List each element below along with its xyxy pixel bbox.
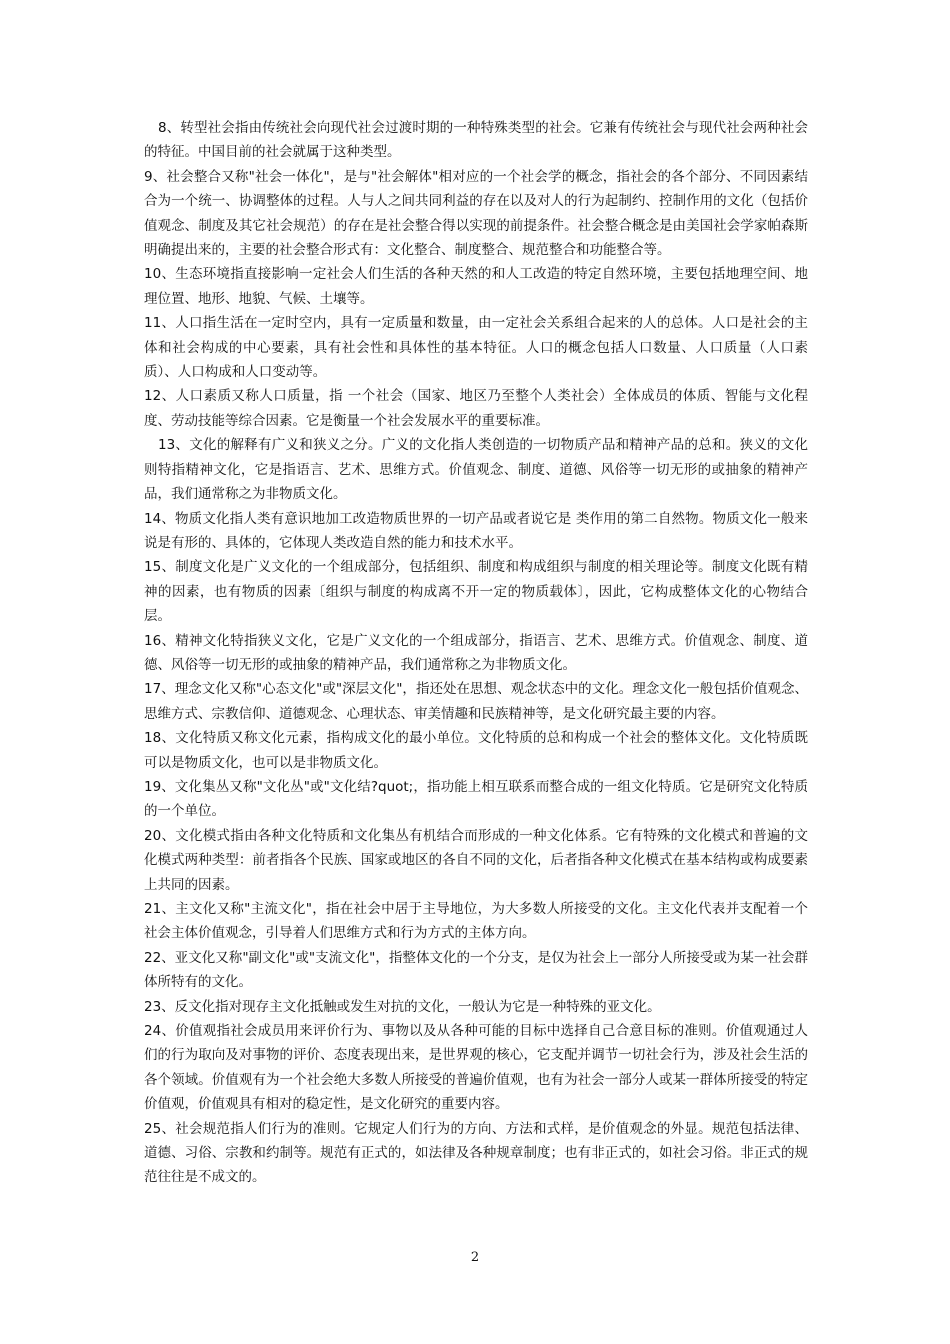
entry-20: 20、文化模式指由各种文化特质和文化集丛有机结合而形成的一种文化体系。它有特殊的文化模式和普遍的文化模式两种类型：前者指各个民族、国家或地区的各自不同的文化，后者指各种文化模式在基本结构或构成要素上共同的因素。 [144, 827, 808, 893]
entry-15: 15、制度文化是广义文化的一个组成部分，包括组织、制度和构成组织与制度的相关理论等。制度文化既有精神的因素，也有物质的因素〔组织与制度的构成离不开一定的物质载体〕，因此，它构成整体文化的心物结合层。 [144, 559, 808, 625]
entry-21: 21、主文化又称"主流文化"，指在社会中居于主导地位，为大多数人所接受的文化。主文化代表并支配着一个社会主体价值观念，引导着人们思维方式和行为方式的主体方向。 [144, 901, 808, 942]
entry-9: 9、社会整合又称"社会一体化"，是与"社会解体"相对应的一个社会学的概念，指社会的各个部分、不同因素结合为一个统一、协调整体的过程。人与人之间共同利益的存在以及对人的行为起制约、控制作用的文化（包括价值观念、制度及其它社会规范）的存在是社会整合得以实现的前提条件。社会整合概念是由美国社会学家帕森斯明确提出来的，主要的社会整合形式有：文化整合、制度整合、规范整合和功能整合等。 [144, 168, 808, 259]
entry-12: 12、人口素质又称人口质量，指 一个社会（国家、地区乃至整个人类社会）全体成员的体质、智能与文化程度、劳动技能等综合因素。它是衡量一个社会发展水平的重要标准。 [144, 388, 808, 429]
entry-11: 11、人口指生活在一定时空内，具有一定质量和数量，由一定社会关系组合起来的人的总体。人口是社会的主体和社会构成的中心要素，具有社会性和具体性的基本特征。人口的概念包括人口数量、人口质量（人口素质）、人口构成和人口变动等。 [144, 315, 808, 381]
entry-8: 8、转型社会指由传统社会向现代社会过渡时期的一种特殊类型的社会。它兼有传统社会与现代社会两种社会的特征。中国目前的社会就属于这种类型。 [144, 120, 808, 161]
entry-10: 10、生态环境指直接影响一定社会人们生活的各种天然的和人工改造的特定自然环境，主要包括地理空间、地理位置、地形、地貌、气候、土壤等。 [144, 266, 808, 307]
entry-24: 24、价值观指社会成员用来评价行为、事物以及从各种可能的目标中选择自己合意目标的准则。价值观通过人们的行为取向及对事物的评价、态度表现出来，是世界观的核心，它支配并调节一切社会行为，涉及社会生活的各个领域。价值观有为一个社会绝大多数人所接受的普遍价值观，也有为社会一部分人或某一群体所接受的特定价值观，价值观具有相对的稳定性，是文化研究的重要内容。 [144, 1023, 808, 1113]
entry-18: 18、文化特质又称文化元素，指构成文化的最小单位。文化特质的总和构成一个社会的整体文化。文化特质既可以是物质文化，也可以是非物质文化。 [144, 730, 808, 771]
entry-17: 17、理念文化又称"心态文化"或"深层文化"，指还处在思想、观念状态中的文化。理念文化一般包括价值观念、思维方式、宗教信仰、道德观念、心理状态、审美情趣和民族精神等，是文化研究最主要的内容。 [144, 681, 808, 722]
entry-19: 19、文化集丛又称"文化丛"或"文化结?quot;，指功能上相互联系而整合成的一组文化特质。它是研究文化特质的一个单位。 [144, 778, 808, 820]
page-number: 2 [470, 1250, 480, 1265]
entry-13: 13、文化的解释有广义和狭义之分。广义的文化指人类创造的一切物质产品和精神产品的总和。狭义的文化则特指精神文化，它是指语言、艺术、思维方式。价值观念、制度、道德、风俗等一切无形的或抽象的精神产品，我们通常称之为非物质文化。 [144, 437, 808, 503]
entry-16: 16、精神文化特指狭义文化，它是广义文化的一个组成部分，指语言、艺术、思维方式。价值观念、制度、道德、风俗等一切无形的或抽象的精神产品，我们通常称之为非物质文化。 [144, 632, 808, 673]
entry-23: 23、反文化指对现存主文化抵触或发生对抗的文化，一般认为它是一种特殊的亚文化。 [144, 998, 661, 1015]
document-body [144, 116, 808, 1190]
entry-25: 25、社会规范指人们行为的准则。它规定人们行为的方向、方法和式样，是价值观念的外显。规范包括法律、道德、习俗、宗教和约制等。规范有正式的，如法律及各种规章制度；也有非正式的，如社会习俗。非正式的规范往往是不成文的。 [144, 1120, 808, 1186]
entry-14: 14、物质文化指人类有意识地加工改造物质世界的一切产品或者说它是 类作用的第二自然物。物质文化一般来说是有形的、具体的，它体现人类改造自然的能力和技术水平。 [144, 510, 808, 551]
entry-22: 22、亚文化又称"副文化"或"支流文化"，指整体文化的一个分支，是仅为社会上一部分人所接受或为某一社会群体所特有的文化。 [144, 949, 808, 991]
